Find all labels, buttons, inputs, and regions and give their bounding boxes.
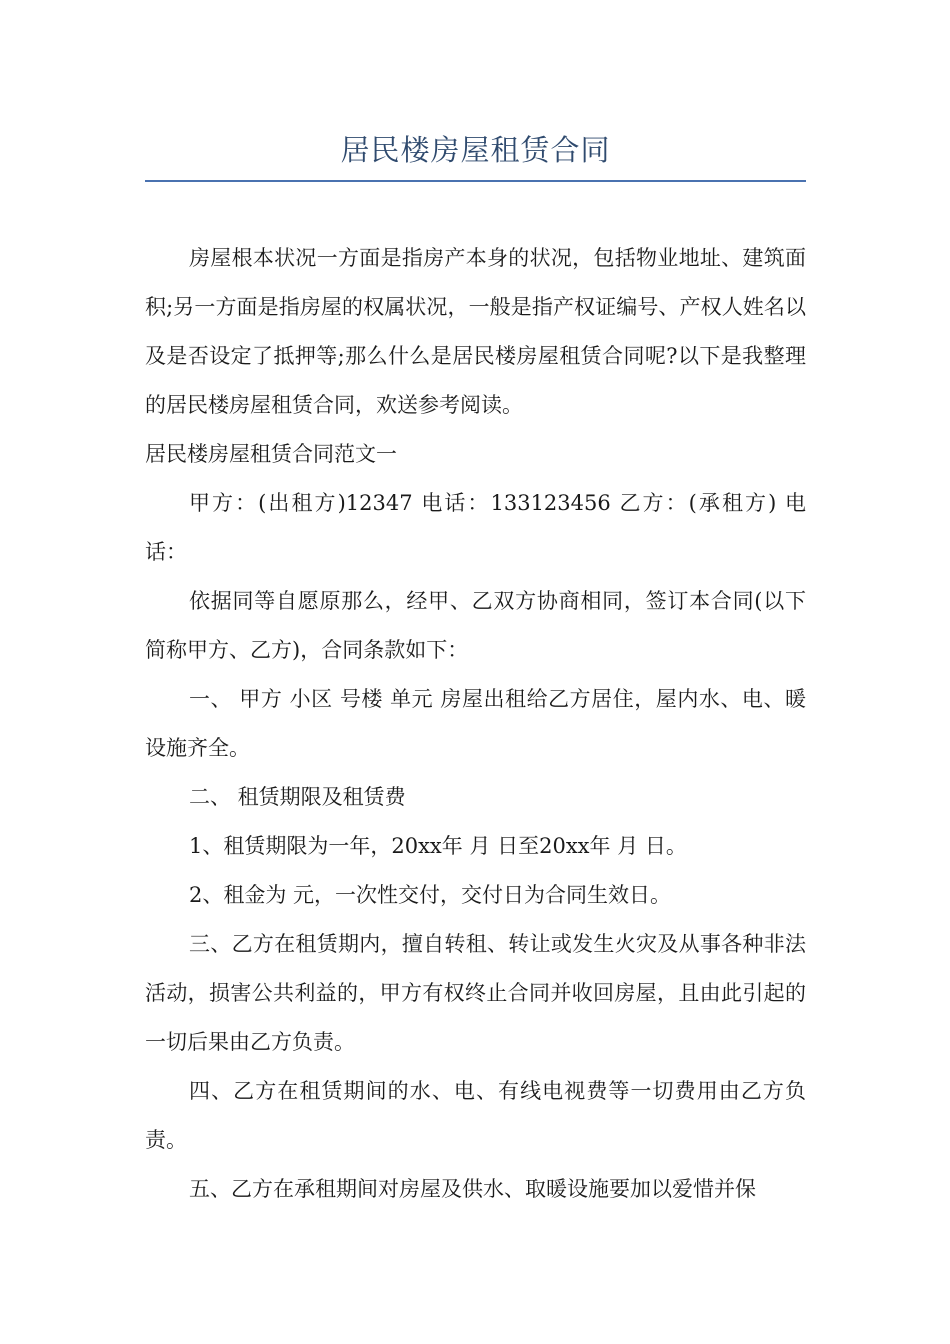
clause-four: 四、乙方在租赁期间的水、电、有线电视费等一切费用由乙方负责。 — [145, 1079, 806, 1152]
title-underline — [145, 180, 806, 182]
clause-five: 五、乙方在承租期间对房屋及供水、取暖设施要加以爱惜并保 — [189, 1177, 756, 1201]
document-title: 居民楼房屋租赁合同 — [340, 133, 611, 167]
paragraph-principle: 依据同等自愿原那么，经甲、乙双方协商相同，签订本合同(以下简称甲方、乙方)，合同条款如下： — [145, 589, 806, 662]
paragraph-intro: 房屋根本状况一方面是指房产本身的状况，包括物业地址、建筑面积;另一方面是指房屋的权属状况，一般是指产权证编号、产权人姓名以及是否设定了抵押等;那么什么是居民楼房屋租赁合同呢?以下是我整理的居民楼房屋租赁合同，欢送参考阅读。 — [145, 246, 806, 417]
clause-two-heading: 二、 租赁期限及租赁费 — [189, 785, 406, 809]
clause-three: 三、乙方在租赁期内，擅自转租、转让或发生火灾及从事各种非法活动，损害公共利益的，甲方有权终止合同并收回房屋，且由此引起的一切后果由乙方负责。 — [145, 932, 806, 1054]
document-body — [145, 234, 806, 1214]
clause-two-item-1: 1、租赁期限为一年，20xx年 月 日至20xx年 月 日。 — [189, 834, 687, 858]
paragraph-parties: 甲方：(出租方)12347 电话：133123456 乙方：(承租方) 电话： — [145, 491, 806, 564]
section-heading-sample-one: 居民楼房屋租赁合同范文一 — [145, 442, 397, 466]
clause-two-item-2: 2、租金为 元，一次性交付，交付日为合同生效日。 — [189, 883, 672, 907]
clause-one: 一、 甲方 小区 号楼 单元 房屋出租给乙方居住，屋内水、电、暖设施齐全。 — [145, 687, 806, 760]
